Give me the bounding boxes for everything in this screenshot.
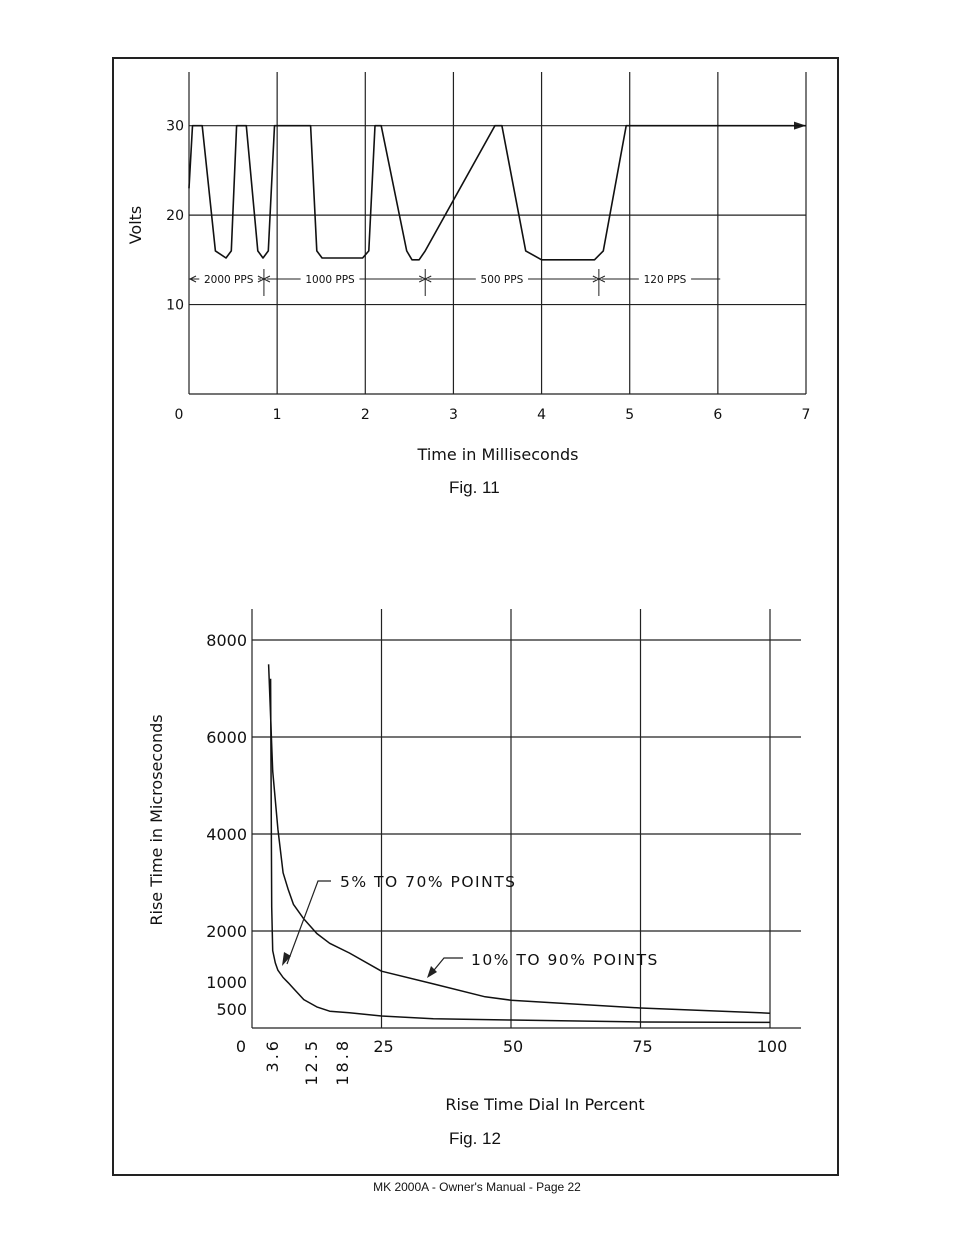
fig12-callout-5-70-leader — [287, 881, 331, 964]
fig11-y-label: Volts — [126, 205, 145, 245]
page-footer: MK 2000A - Owner's Manual - Page 22 — [373, 1180, 581, 1194]
fig12-xtick-rot-12.5: 12.5 — [302, 1038, 321, 1086]
fig12-ytick-2000: 2000 — [206, 922, 247, 941]
fig11-pps-label-0: 2000 PPS — [203, 274, 254, 286]
fig12-xtick-0: 0 — [235, 1037, 247, 1056]
fig12-ytick-8000: 8000 — [206, 631, 247, 650]
fig11-ytick-20: 20 — [166, 208, 184, 225]
fig11-ytick-10: 10 — [166, 297, 184, 314]
fig12-x-label: Rise Time Dial In Percent — [445, 1095, 645, 1114]
fig-12-caption: Fig. 12 — [449, 1129, 501, 1148]
fig11-xtick-3: 3 — [448, 407, 458, 423]
fig12-y-label: Rise Time in Microseconds — [147, 714, 166, 926]
fig12-xtick-100: 100 — [756, 1037, 788, 1056]
fig11-pps-label-1: 1000 PPS — [305, 274, 355, 286]
fig12-callout-10-90: 10% TO 90% POINTS — [471, 951, 659, 969]
fig11-x-label: Time in Milliseconds — [417, 445, 579, 464]
fig12-ytick-6000: 6000 — [206, 728, 247, 747]
fig11-pps-label-3: 120 PPS — [643, 274, 687, 286]
fig12-ytick-500: 500 — [216, 1000, 247, 1019]
fig12-curve-0 — [271, 679, 770, 1023]
fig12-xtick-25: 25 — [373, 1037, 394, 1056]
fig12-ytick-1000: 1000 — [206, 973, 247, 992]
fig-11-caption: Fig. 11 — [449, 478, 500, 497]
fig11-xtick-0: 0 — [174, 407, 184, 423]
fig11-xtick-5: 5 — [625, 407, 635, 423]
fig11-xtick-1: 1 — [272, 407, 282, 423]
fig11-xtick-6: 6 — [713, 407, 723, 423]
fig11-xtick-7: 7 — [801, 407, 811, 423]
fig11-waveform — [189, 126, 806, 260]
fig11-pps-label-2: 500 PPS — [480, 274, 524, 286]
fig12-callout-5-70: 5% TO 70% POINTS — [340, 873, 517, 891]
fig12-xtick-50: 50 — [502, 1037, 524, 1056]
fig11-ytick-30: 30 — [166, 118, 184, 135]
fig12-xtick-rot-18.8: 18.8 — [333, 1038, 352, 1086]
fig12-callout-5-70-arrowhead — [282, 952, 291, 966]
fig11-xtick-4: 4 — [537, 407, 547, 423]
fig12-ytick-4000: 4000 — [206, 825, 247, 844]
fig12-xtick-75: 75 — [632, 1037, 653, 1056]
fig11-xtick-2: 2 — [360, 407, 370, 423]
fig12-xtick-rot-3.6: 3.6 — [263, 1038, 282, 1073]
